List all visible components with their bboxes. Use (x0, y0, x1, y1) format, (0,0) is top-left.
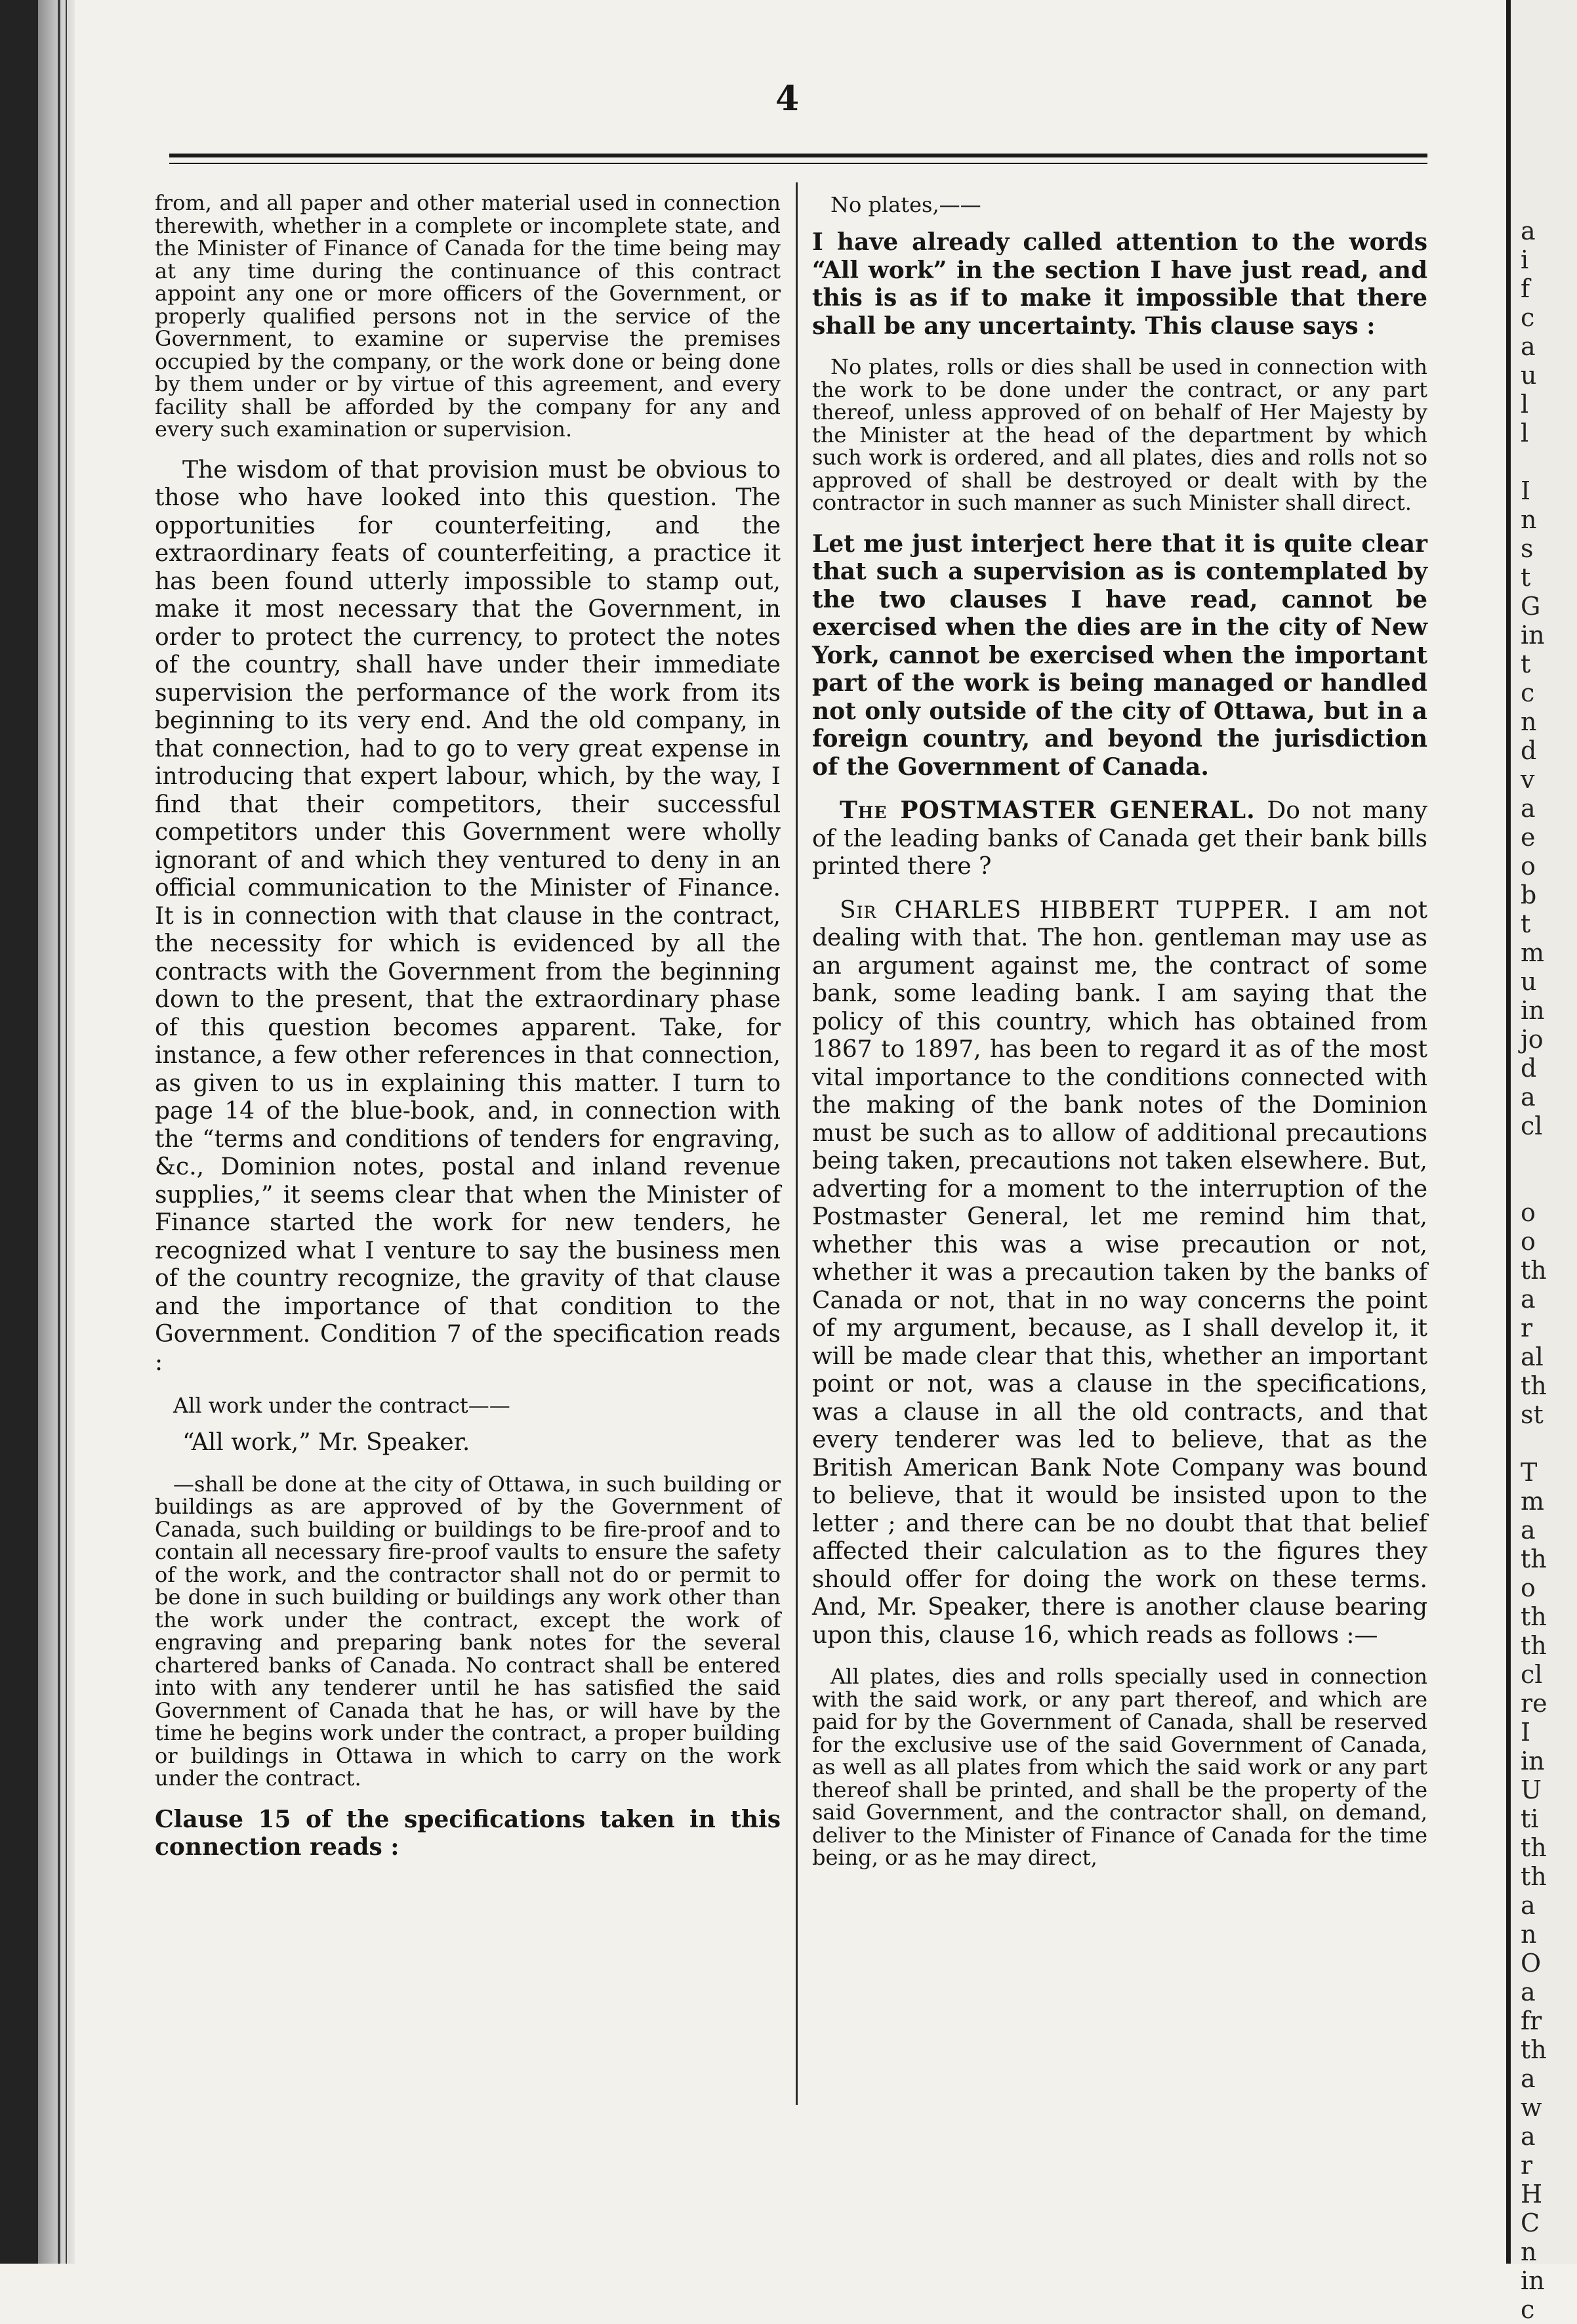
quote-text: —shall be done at the city of Ottawa, in such building or buildings as are approved of by the Government of Canada, such building or buildings to be fire-proof and to contain all necessary fire-proof vaults to ensure the safety of the work, and the contractor shall not do or permit to be done in such building or buildings any work other than the work under the contract, except the work of engraving and preparing bank notes for the several chartered banks of Canada. No contract shall be entered into with any tenderer until he has satisfied the said Government of Canada that he has, or will have by the time he begins work under the contract, a proper building or buildings in Ottawa in which to carry on the work under the contract. (155, 1471, 781, 1791)
adjacent-page-fragment: a (1521, 1285, 1536, 1314)
binding-line (66, 0, 67, 2264)
speech-paragraph (812, 897, 1427, 1650)
quote-text: All plates, dies and rolls specially used in connection with the said work, or any part thereof, and which are paid for by the Government of Canada, shall be reserved for the exclusive use of the said Government of Canada, as well as all plates from which the said work or any part thereof shall be printed, and shall be the property of the said Government, and the contractor shall, on demand, deliver to the Minister of Finance of Canada for the time being, or as he may direct, (812, 1664, 1427, 1870)
column-divider (796, 182, 798, 2105)
adjacent-page-fragment: u (1521, 967, 1537, 996)
adjacent-page-fragment: o (1521, 1227, 1536, 1256)
adjacent-page-fragment: th (1521, 1256, 1547, 1285)
page-number: 4 (775, 79, 800, 119)
adjacent-page-fragment: c (1521, 303, 1535, 332)
adjacent-page-fragment: cl (1521, 1660, 1543, 1689)
quote-text: No plates, rolls or dies shall be used in connection with the work to be done under the contract, or any part thereof, unless approved of on behalf of Her Majesty by the Minister at the head of the department by which such work is ordered, and all plates, dies and rolls not so approved of shall be destroyed or dealt with by the contractor in such manner as such Minister shall direct. (812, 354, 1427, 515)
adjacent-page-fragment: f (1521, 274, 1530, 303)
body-paragraph: I have already called attention to the words “All work” in the section I have just read, and this is as if to make it impossible that there shall be any uncertainty. This clause says : (812, 228, 1427, 340)
adjacent-page-fragment (1521, 1429, 1573, 1458)
body-paragraph: Clause 15 of the specifications taken in this connection reads : (155, 1805, 781, 1861)
adjacent-page-fragment: re (1521, 1689, 1547, 1718)
adjacent-page-fragment: C (1521, 2209, 1540, 2237)
adjacent-page-fragment: n (1521, 2237, 1537, 2266)
speech-text: I am not dealing with that. The hon. gentleman may use as an argument against me, the contract of some bank, some leading bank. I am saying that the policy of this country, which has obtained from 1867 to 1897, has been to regard it as of the most vital importance to the conditions connected with the making of the bank notes of the Dominion must be such as to allow of additional precautions being taken, precautions not taken elsewhere. But, adverting for a moment to the interruption of the Postmaster General, let me remind him that, whether this was a wise precaution or not, whether it was a precaution taken by the banks of Canada or not, that in no way concerns the point of my argument, because, as I shall develop it, it will be made clear that this, whether an important point or not, was a clause in the specifications, was a clause in all the old contracts, and that every tenderer was led to believe, that as the British American Bank Note Company was bound to believe, that it would be insisted upon to the letter ; and there can be no doubt that that belief affected their calculation as to the figures they should offer for doing the work on these terms. And, Mr. Speaker, there is another clause bearing upon this, clause 16, which reads as follows :— (812, 896, 1427, 1649)
adjacent-page-fragment: I (1521, 476, 1531, 505)
binding-gutter (0, 0, 38, 2264)
adjacent-page-fragment: t (1521, 650, 1531, 678)
adjacent-page-fragment: o (1521, 852, 1536, 881)
adjacent-page-fragment: in (1521, 621, 1545, 650)
adjacent-page-fragment: U (1521, 1775, 1542, 1804)
speaker-name: Sir CHARLES HIBBERT TUPPER. (840, 896, 1292, 924)
adjacent-page-fragment: n (1521, 707, 1537, 736)
adjacent-page-fragment: T (1521, 1458, 1538, 1487)
adjacent-page-fragment: c (1521, 678, 1535, 707)
adjacent-page-fragment: O (1521, 1949, 1542, 1978)
adjacent-page-fragment: o (1521, 1198, 1536, 1227)
speaker-name: The POSTMASTER GENERAL. (840, 797, 1256, 824)
adjacent-page-fragment: r (1521, 2151, 1533, 2180)
adjacent-page-fragment: al (1521, 1342, 1544, 1371)
body-paragraph: The wisdom of that provision must be obvious to those who have looked into this question. The opportunities for counterfeiting, and the extraordinary feats of counterfeiting, a practice it has been found utterly impossible to stamp out, make it most necessary that the Government, in order to protect the currency, to protect the notes of the country, shall have under their immediate supervision the performance of the work from its beginning to its very end. And the old company, in that connection, had to go to very great expense in introducing that expert labour, which, by the way, I find that their competitors, their successful competitors under this Government were wholly ignorant of and which they ventured to deny in an official communication to the Minister of Finance. It is in connection with that clause in the contract, the necessity for which is evidenced by all the contracts with the Government from the beginning down to the present, that the extraordinary phase of this question becomes apparent. Take, for instance, a few other references in that connection, as given to us in explaining this matter. I turn to page 14 of the blue-book, and, in connection with the “terms and conditions of tenders for engraving, &c., Dominion notes, postal and inland revenue supplies,” it seems clear that when the Minister of Finance started the work for new tenders, he recognized what I venture to say the business men of the country recognize, the gravity of that clause and the importance of that condition to the Government. Condition 7 of the specification reads : (155, 456, 781, 1376)
speech-text: Do not many of the leading banks of Canada get their bank bills printed there ? (812, 797, 1427, 880)
adjacent-page-fragment (1521, 447, 1573, 476)
adjacent-page-fragment: a (1521, 1083, 1536, 1111)
adjacent-page-fragment: o (1521, 1573, 1536, 1602)
binding-line (58, 0, 60, 2264)
adjacent-page-fragment: a (1521, 332, 1536, 361)
adjacent-page-fragment: th (1521, 1862, 1547, 1891)
adjacent-page-fragment: l (1521, 390, 1529, 419)
adjacent-page-fragment: a (1521, 1516, 1536, 1545)
body-paragraph: Let me just interject here that it is quite clear that such a supervision as is contemplated by the two clauses I have read, cannot be exercised when the dies are in the city of New York, cannot be exercised when the important part of the work is being managed or handled not only outside of the city of Ottawa, but in a foreign country, and beyond the jurisdiction of the Government of Canada. (812, 529, 1427, 781)
speech-paragraph (812, 797, 1427, 881)
adjacent-page-fragment: a (1521, 217, 1536, 245)
adjacent-page-fragment: d (1521, 1054, 1537, 1083)
adjacent-page-fragment: H (1521, 2180, 1543, 2209)
adjacent-page-fragment (1521, 1140, 1573, 1169)
adjacent-page-fragment: i (1521, 245, 1529, 274)
adjacent-page-fragment: a (1521, 2064, 1536, 2093)
adjacent-page-fragment: in (1521, 2266, 1545, 2295)
adjacent-page-fragment: n (1521, 505, 1537, 534)
binding-shadow (38, 0, 75, 2264)
adjacent-page-fragment: c (1521, 2295, 1535, 2324)
adjacent-page-fragment: in (1521, 1747, 1545, 1775)
adjacent-page-fragment: l (1521, 419, 1529, 447)
adjacent-page-fragment: m (1521, 1487, 1545, 1516)
adjacent-page-fragment: a (1521, 2122, 1536, 2151)
adjacent-page-fragment: s (1521, 534, 1534, 563)
adjacent-page-fragment: b (1521, 881, 1537, 909)
adjacent-page-fragment: u (1521, 361, 1537, 390)
header-rule (169, 154, 1427, 157)
adjacent-page-fragment: m (1521, 938, 1545, 967)
adjacent-page-fragment: jo (1521, 1025, 1544, 1054)
adjacent-page-fragment: r (1521, 1314, 1533, 1342)
adjacent-page-fragment: a (1521, 1891, 1536, 1920)
adjacent-page-fragment: in (1521, 996, 1545, 1025)
adjacent-page-fragment: th (1521, 1371, 1547, 1400)
adjacent-page-fragment: th (1521, 1833, 1547, 1862)
adjacent-page-fragment: t (1521, 909, 1531, 938)
adjacent-page-fragment (1521, 1169, 1573, 1198)
body-paragraph: “All work,” Mr. Speaker. (182, 1429, 470, 1456)
adjacent-page-fragment: a (1521, 794, 1536, 823)
adjacent-page-fragment: th (1521, 1631, 1547, 1660)
adjacent-page-fragment: t (1521, 563, 1531, 592)
adjacent-page-fragment: d (1521, 736, 1537, 765)
adjacent-page-fragment: G (1521, 592, 1541, 621)
adjacent-page-fragment: th (1521, 1545, 1547, 1573)
adjacent-page-fragment: w (1521, 2093, 1542, 2122)
left-column (155, 192, 781, 1877)
header-rule-thin (169, 163, 1427, 164)
adjacent-page-fragment: v (1521, 765, 1535, 794)
adjacent-page-fragment: cl (1521, 1111, 1543, 1140)
adjacent-page-edge (1506, 0, 1511, 2264)
adjacent-page-fragment: a (1521, 1978, 1536, 2006)
adjacent-page-fragment: ti (1521, 1804, 1539, 1833)
adjacent-page-fragment: th (1521, 1602, 1547, 1631)
adjacent-page-fragment: e (1521, 823, 1536, 852)
adjacent-page-text (1521, 217, 1573, 2324)
adjacent-page-fragment: I (1521, 1718, 1531, 1747)
adjacent-page-fragment: n (1521, 1920, 1537, 1949)
adjacent-page-fragment: th (1521, 2035, 1547, 2064)
quote-lead: No plates,—— (830, 192, 981, 217)
quote-text: from, and all paper and other material used in connection therewith, whether in a complete or incomplete state, and the Minister of Finance of Canada for the time being may at any time during the continuance of this contract appoint any one or more officers of the Government, or properly qualified persons not in the service of the Government, to examine or supervise the premises occupied by the company, or the work done or being done by them under or by virtue of this agreement, and every facility shall be afforded by the company for any and every such examination or supervision. (155, 190, 781, 442)
adjacent-page-fragment: st (1521, 1400, 1544, 1429)
quote-lead: All work under the contract—— (173, 1393, 510, 1418)
adjacent-page-fragment: fr (1521, 2006, 1542, 2035)
right-column (812, 192, 1427, 1885)
